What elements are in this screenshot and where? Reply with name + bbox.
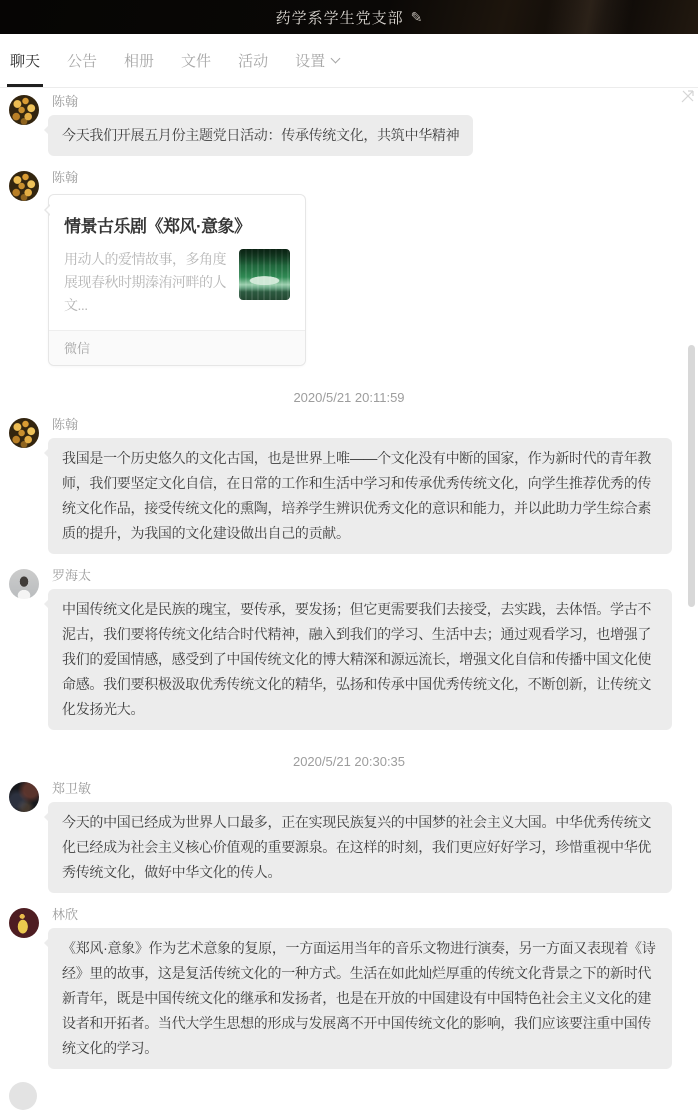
sender-name: 陈翰: [52, 170, 79, 185]
message: [0, 93, 698, 156]
message-bubble: 中国传统文化是民族的瑰宝，要传承，要发扬；但它更需要我们去接受，去实践，去体悟。学古不泥古，我们要将传统文化结合时代精神，融入到我们的学习、生活中去；通过观看学习，也增强了我们的爱国情感，感受到了中国传统文化的博大精深和源远流长，增强文化自信和传播中国文化使命感。我们要积极汲取优秀传统文化的精华，弘扬和传承中国优秀传统文化，不断创新，让传统文化发扬光大。: [48, 589, 672, 730]
sender-name: 陈翰: [52, 94, 79, 109]
group-banner: [0, 0, 698, 34]
avatar[interactable]: [9, 782, 39, 812]
message: [0, 169, 698, 366]
tab-announcement[interactable]: 公告: [67, 53, 98, 70]
next-message-partial: [0, 1082, 698, 1090]
avatar[interactable]: [9, 569, 39, 599]
sender-name: 陈翰: [52, 417, 79, 432]
message-bubble: 今天的中国已经成为世界人口最多，正在实现民族复兴的中国梦的社会主义大国。中华优秀传统文化已经成为社会主义核心价值观的重要源泉。在这样的时刻，我们更应好好学习，珍惜重视中华优秀传统文化，做好中华文化的传人。: [48, 802, 672, 893]
tab-settings[interactable]: [295, 34, 339, 87]
message-bubble: 我国是一个历史悠久的文化古国，也是世界上唯——个文化没有中断的国家，作为新时代的青年教师，我们要坚定文化自信，在日常的工作和生活中学习和传承优秀传统文化，向学生推荐优秀的传统文化作品，接受传统文化的熏陶，培养学生辨识优秀文化的意识和能力，并以此助力学生综合素质的提升，为我国的文化建设做出自己的贡献。: [48, 438, 672, 554]
sender-name: 郑卫敏: [52, 781, 92, 796]
edit-group-name-icon[interactable]: ✎: [410, 8, 423, 25]
chevron-down-icon: [331, 54, 341, 64]
scrollbar-thumb[interactable]: [688, 345, 695, 607]
timestamp: 2020/5/21 20:30:35: [292, 754, 406, 769]
sender-name: 罗海太: [52, 568, 92, 583]
link-card-description: 用动人的爱情故事，多角度展现春秋时期溱洧河畔的人文...: [64, 251, 226, 313]
avatar[interactable]: [9, 908, 39, 938]
avatar[interactable]: [9, 95, 39, 125]
chat-message-list: [0, 88, 698, 1090]
link-card-body: [49, 195, 305, 330]
group-title: 药学系学生党支部: [275, 9, 404, 27]
message: [0, 567, 698, 730]
sender-name: 林欣: [52, 907, 79, 922]
message: [0, 906, 698, 1069]
tab-album[interactable]: 相册: [124, 53, 155, 70]
avatar[interactable]: [9, 171, 39, 201]
message: [0, 416, 698, 554]
tab-bar: [0, 34, 698, 88]
message-bubble: 今天我们开展五月份主题党日活动：传承传统文化，共筑中华精神: [48, 115, 473, 156]
tab-chat[interactable]: 聊天: [10, 34, 40, 87]
avatar: [9, 1082, 37, 1110]
link-card-title: 情景古乐剧《郑风·意象》: [64, 217, 251, 236]
tab-settings-label: 设置: [295, 53, 326, 70]
tab-activities[interactable]: 活动: [238, 53, 269, 70]
message: [0, 780, 698, 893]
tab-files[interactable]: 文件: [181, 53, 212, 70]
link-card-thumbnail: [239, 249, 290, 300]
avatar[interactable]: [9, 418, 39, 448]
link-card-source: 微信: [49, 330, 305, 365]
corner-arrow-icon[interactable]: [680, 88, 696, 104]
link-card[interactable]: [48, 194, 306, 366]
message-bubble: 《郑风·意象》作为艺术意象的复原，一方面运用当年的音乐文物进行演奏，另一方面又表现着《诗经》里的故事，这是复活传统文化的一种方式。生活在如此灿烂厚重的传统文化背景之下的新时代新青年，既是中国传统文化的继承和发扬者，也是在开放的中国建设有中国特色社会主义文化的建设者和开拓者。当代大学生思想的形成与发展离不开中国传统文化的影响，我们应该要注重中国传统文化的学习。: [48, 928, 672, 1069]
timestamp: 2020/5/21 20:11:59: [293, 390, 405, 405]
